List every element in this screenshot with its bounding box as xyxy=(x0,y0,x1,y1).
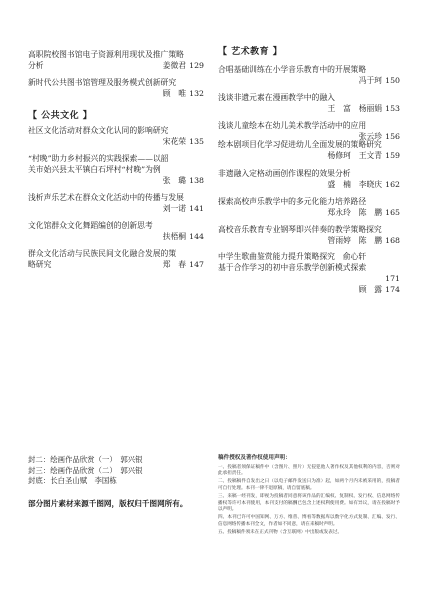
entry-page-number: 150 xyxy=(385,76,400,85)
entry-meta xyxy=(28,88,204,99)
entry-authors: 顾 唯 xyxy=(162,89,187,98)
entry-meta xyxy=(28,60,204,71)
entry-title-line: 新时代公共图书馆管理及服务模式创新研究 xyxy=(28,78,177,87)
entry-title-line: 浅析声乐艺术在群众文化活动中的传播与发展 xyxy=(28,193,184,202)
cover-note-text: 长白圣山赋 李国栋 xyxy=(50,476,117,485)
toc-entry xyxy=(218,92,400,114)
image-source-note: 部分图片素材来源千图网，版权归千图网所有。 xyxy=(28,499,188,508)
statement-paragraph: 一、投稿者须保证稿件中（含图片、照片）无侵犯他人著作权及其他权利的内容，否则对此承担责任。 xyxy=(218,464,400,477)
entry-page-number: 159 xyxy=(385,151,400,160)
toc-entry xyxy=(28,153,204,186)
entry-meta xyxy=(218,284,400,295)
entry-title-continuation: 略研究 xyxy=(28,260,52,269)
entry-page-number: 141 xyxy=(189,204,204,213)
entry-meta xyxy=(28,136,204,147)
entry-title-line: 基于合作学习的初中音乐教学创新模式探索 xyxy=(218,263,367,272)
statement-title: 稿件授权及著作权使用声明： xyxy=(218,455,291,461)
entry-title-line: 高职院校图书馆电子资源利用现状及推广策略 xyxy=(28,50,184,59)
entry-authors: 顾 露 xyxy=(358,285,383,294)
toc-entry xyxy=(218,224,400,246)
cover-note-text: 绘画作品欣赏（一） 郭兴银 xyxy=(50,455,143,464)
toc-entry xyxy=(218,139,400,161)
toc-entry xyxy=(28,77,204,99)
entry-title-line: 关市始兴县太平镇白石坪村“村晚”为例 xyxy=(28,165,161,174)
entry-authors: 张云珍 xyxy=(358,132,383,141)
entry-authors: 宋花荣 xyxy=(162,137,187,146)
entry-author-page xyxy=(328,235,400,246)
entry-authors: 王 富 杨丽娟 xyxy=(327,104,383,113)
entry-author-page xyxy=(328,103,400,114)
entry-author-page xyxy=(385,273,400,284)
entry-author-page xyxy=(163,88,204,99)
entry-meta xyxy=(218,273,400,284)
cover-note xyxy=(28,455,203,466)
entry-meta xyxy=(28,231,204,242)
entry-author-page xyxy=(163,136,204,147)
entry-author-page xyxy=(328,207,400,218)
entry-page-number: 156 xyxy=(385,132,400,141)
entry-author-page xyxy=(328,179,400,190)
entry-page-number: 153 xyxy=(385,104,400,113)
entry-meta xyxy=(218,179,400,190)
entry-page-number: 147 xyxy=(189,260,204,269)
section-heading-public-culture: 【 公共文化 】 xyxy=(28,111,93,121)
entry-authors: 杨修珂 王文青 xyxy=(327,151,383,160)
entry-page-number: 129 xyxy=(189,61,204,70)
cover-note-label: 封二： xyxy=(28,455,51,464)
copyright-statement xyxy=(218,455,400,538)
entry-title-line: 高校音乐教育专业钢琴即兴伴奏的教学策略探究 xyxy=(218,225,382,234)
entry-authors: 郑 春 xyxy=(162,260,187,269)
statement-body xyxy=(218,465,400,537)
entry-page-number: 138 xyxy=(189,176,204,185)
entry-author-page xyxy=(163,175,204,186)
section-heading-art-education: 【 艺术教育 】 xyxy=(218,47,283,57)
entry-authors: 盛 楠 李晓庆 xyxy=(327,180,383,189)
entry-meta xyxy=(218,235,400,246)
toc-entry xyxy=(218,251,400,295)
entry-page-number: 132 xyxy=(189,89,204,98)
entry-page-number: 162 xyxy=(385,180,400,189)
entry-authors: 郑永玲 陈 鹏 xyxy=(327,208,383,217)
entry-authors: 姜微君 xyxy=(162,61,187,70)
toc-entry xyxy=(218,64,400,86)
entry-meta xyxy=(28,259,204,270)
entry-page-number: 165 xyxy=(385,208,400,217)
entry-authors: 张 璐 xyxy=(162,176,187,185)
entry-title-continuation: 分析 xyxy=(28,61,44,70)
entry-page-number: 171 xyxy=(385,274,400,283)
entry-title-line: 文化馆群众文化舞蹈编创的创新思考 xyxy=(28,221,153,230)
statement-paragraph: 五、投稿稿件须未在正式刊物（含互联网）中出版或发表过。 xyxy=(218,529,343,535)
entry-title-line: 中学生歌曲鉴赏能力提升策略探究 俞心轩 xyxy=(218,252,367,261)
entry-meta xyxy=(218,207,400,218)
toc-entry xyxy=(28,192,204,214)
statement-paragraph: 四、本刊已许可中国知网、万方、维普、博看等数据库以数字化方式复制、汇编、发行、信息网络传播本刊全文，作者如不同意，请在来稿时声明。 xyxy=(218,515,400,527)
entry-authors: 扶梧桐 xyxy=(162,232,187,241)
statement-paragraph: 三、来稿一经刊发，即视为投稿者同意将该作品的汇编权、复制权、发行权、信息网络传播权等许可本刊使用，本刊支付的稿酬已包含上述权利使用费。如有异议，请在投稿时予以声明。 xyxy=(218,493,400,513)
entry-authors: 刘一诺 xyxy=(162,204,187,213)
entry-meta xyxy=(218,150,400,161)
entry-page-number: 168 xyxy=(385,236,400,245)
cover-note xyxy=(28,466,203,477)
entry-author-page xyxy=(328,150,400,161)
entry-author-page xyxy=(163,231,204,242)
entry-title-line: 浅谈儿童绘本在幼儿美术教学活动中的应用 xyxy=(218,121,367,130)
entry-author-page xyxy=(163,259,204,270)
toc-entry xyxy=(28,49,204,71)
entry-title-line: “村晚”助力乡村振兴的实践探索——以韶 xyxy=(28,154,169,163)
toc-entry xyxy=(28,125,204,147)
cover-note-label: 封底： xyxy=(28,476,51,485)
entry-title-line: 浅谈非遗元素在漫画教学中的融入 xyxy=(218,93,335,102)
entry-title-line: 探索高校声乐教学中的多元化能力培养路径 xyxy=(218,197,367,206)
toc-entry xyxy=(28,220,204,242)
cover-note-text: 绘画作品欣赏（二） 郭兴银 xyxy=(50,465,143,475)
entry-meta xyxy=(218,75,400,86)
entry-page-number: 135 xyxy=(189,137,204,146)
entry-page-number: 174 xyxy=(385,285,400,294)
entry-page-number: 144 xyxy=(189,232,204,241)
entry-title-line: 社区文化活动对群众文化认同的影响研究 xyxy=(28,126,169,135)
toc-entry xyxy=(28,248,204,270)
cover-note xyxy=(28,476,203,487)
entry-author-page xyxy=(163,60,204,71)
entry-title-line: 合唱基础训练在小学音乐教育中的开展策略 xyxy=(218,65,367,74)
statement-paragraph: 二、投稿稿件自发出之日（以电子邮件发送日为准）起，如两个月内未被采用的，投稿者可自行处理。本刊一律不退原稿，请自留底稿。 xyxy=(218,479,400,491)
entry-meta xyxy=(218,103,400,114)
entry-author-page xyxy=(359,75,400,86)
toc-entry xyxy=(218,196,400,218)
entry-authors: 冯于珂 xyxy=(358,76,383,85)
cover-note-label: 封三： xyxy=(28,465,51,475)
entry-author-page xyxy=(163,203,204,214)
entry-meta xyxy=(28,203,204,214)
toc-entry xyxy=(218,168,400,190)
entry-title-line: 绘本剧项目化学习促进幼儿全面发展的策略研究 xyxy=(218,140,382,149)
entry-authors: 管雨婷 陈 鹏 xyxy=(327,236,383,245)
cover-notes xyxy=(28,455,203,487)
entry-title-line: 群众文化活动与民族民间文化融合发展的策 xyxy=(28,249,177,258)
entry-title-line: 非遗融入定格动画创作课程的效果分析 xyxy=(218,169,351,178)
entry-meta xyxy=(28,175,204,186)
